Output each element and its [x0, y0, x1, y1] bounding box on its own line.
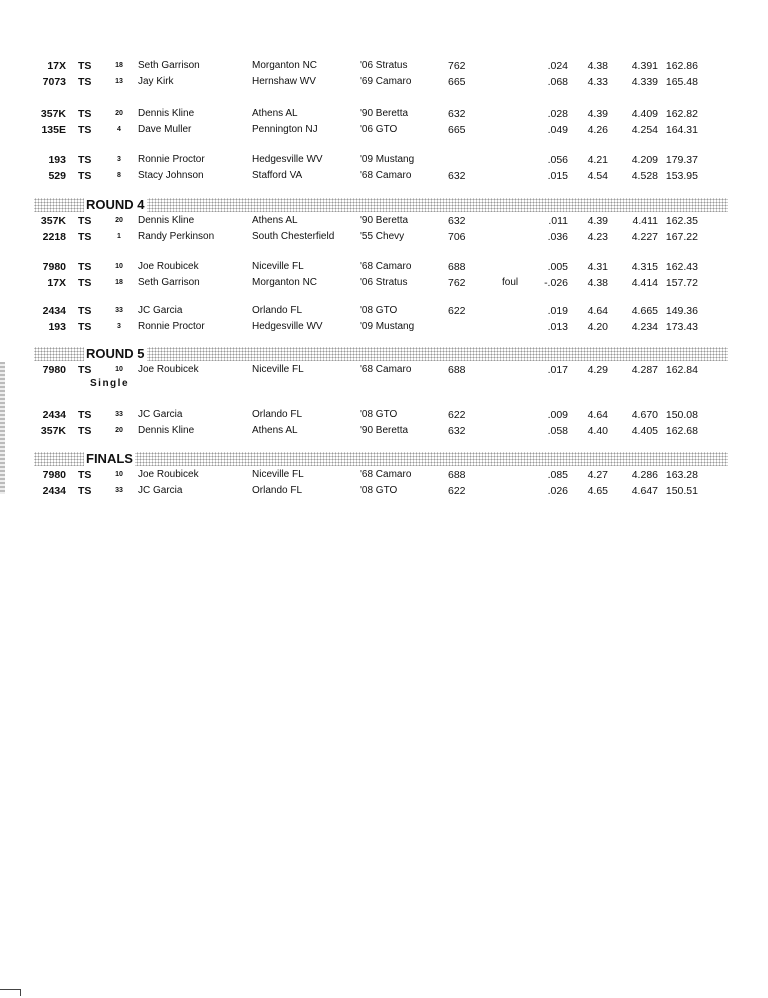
elapsed-time: 4.339 — [631, 76, 658, 88]
engine-size: 706 — [448, 231, 466, 243]
round-header-band — [34, 452, 728, 466]
reaction-time: .049 — [547, 124, 568, 136]
engine-size: 622 — [448, 305, 466, 317]
dial-in: 4.64 — [587, 305, 608, 317]
hometown: Hernshaw WV — [252, 76, 316, 87]
hometown: Athens AL — [252, 425, 298, 436]
driver-name: JC Garcia — [138, 409, 183, 420]
driver-name: Ronnie Proctor — [138, 321, 205, 332]
lane-number: 13 — [115, 78, 123, 85]
elapsed-time: 4.528 — [631, 170, 658, 182]
class-code: TS — [78, 261, 92, 273]
engine-size: 665 — [448, 124, 466, 136]
single-run-note: Single — [90, 378, 130, 389]
speed-mph: 150.08 — [665, 409, 698, 421]
reaction-time: .017 — [547, 364, 568, 376]
driver-name: Dennis Kline — [138, 425, 195, 436]
car-number: 7980 — [42, 364, 66, 376]
class-code: TS — [78, 277, 92, 289]
hometown: Orlando FL — [252, 485, 303, 496]
driver-name: Joe Roubicek — [138, 469, 199, 480]
car-model: '68 Camaro — [360, 261, 412, 272]
reaction-time: .011 — [548, 215, 568, 227]
class-code: TS — [78, 154, 92, 166]
car-model: '90 Beretta — [360, 425, 409, 436]
round-header-label: FINALS — [86, 451, 133, 466]
lane-number: 10 — [115, 471, 123, 478]
car-model: '08 GTO — [360, 409, 398, 420]
car-number: 7073 — [42, 76, 66, 88]
car-number: 529 — [48, 170, 66, 182]
result-row — [0, 168, 768, 184]
class-code: TS — [78, 364, 92, 376]
result-row — [0, 106, 768, 122]
result-row — [0, 229, 768, 245]
dial-in: 4.23 — [587, 231, 608, 243]
hometown: Orlando FL — [252, 305, 303, 316]
driver-name: Joe Roubicek — [138, 364, 199, 375]
speed-mph: 173.43 — [665, 321, 698, 333]
reaction-time: .013 — [547, 321, 568, 333]
class-code: TS — [78, 215, 92, 227]
car-number: 2434 — [42, 305, 66, 317]
speed-mph: 162.68 — [665, 425, 698, 437]
reaction-time: .068 — [547, 76, 568, 88]
elapsed-time: 4.414 — [631, 277, 658, 289]
result-row — [0, 319, 768, 335]
car-number: 17X — [47, 277, 66, 289]
engine-size: 762 — [448, 60, 466, 72]
elapsed-time: 4.287 — [631, 364, 658, 376]
elapsed-time: 4.647 — [631, 485, 658, 497]
elapsed-time: 4.315 — [631, 261, 658, 273]
speed-mph: 162.82 — [665, 108, 698, 120]
lane-number: 33 — [115, 487, 123, 494]
driver-name: JC Garcia — [138, 485, 183, 496]
class-code: TS — [78, 170, 92, 182]
reaction-time: .009 — [547, 409, 568, 421]
dial-in: 4.31 — [587, 261, 608, 273]
result-row — [0, 259, 768, 275]
dial-in: 4.65 — [587, 485, 608, 497]
car-model: '69 Camaro — [360, 76, 412, 87]
driver-name: Seth Garrison — [138, 277, 200, 288]
speed-mph: 157.72 — [665, 277, 698, 289]
dial-in: 4.39 — [587, 215, 608, 227]
dial-in: 4.27 — [587, 469, 608, 481]
driver-name: Dave Muller — [138, 124, 192, 135]
car-number: 7980 — [42, 469, 66, 481]
dial-in: 4.54 — [587, 170, 608, 182]
result-row — [0, 467, 768, 483]
scan-corner-mark — [0, 989, 21, 996]
reaction-time: .019 — [547, 305, 568, 317]
dial-in: 4.29 — [587, 364, 608, 376]
car-model: '06 Stratus — [360, 277, 408, 288]
round-header-band — [34, 347, 728, 361]
result-row — [0, 122, 768, 138]
class-code: TS — [78, 485, 92, 497]
class-code: TS — [78, 321, 92, 333]
hometown: Niceville FL — [252, 469, 304, 480]
class-code: TS — [78, 469, 92, 481]
reaction-time: .005 — [547, 261, 568, 273]
hometown: Niceville FL — [252, 261, 304, 272]
engine-size: 632 — [448, 215, 466, 227]
reaction-time: .015 — [547, 170, 568, 182]
hometown: South Chesterfield — [252, 231, 335, 242]
car-model: '06 GTO — [360, 124, 398, 135]
dial-in: 4.38 — [587, 60, 608, 72]
car-model: '09 Mustang — [360, 154, 415, 165]
hometown: Pennington NJ — [252, 124, 318, 135]
speed-mph: 162.35 — [665, 215, 698, 227]
dial-in: 4.21 — [587, 154, 608, 166]
result-row — [0, 58, 768, 74]
result-row — [0, 275, 768, 291]
elapsed-time: 4.411 — [632, 215, 658, 227]
class-code: TS — [78, 108, 92, 120]
result-row — [0, 483, 768, 499]
speed-mph: 162.84 — [665, 364, 698, 376]
driver-name: Randy Perkinson — [138, 231, 215, 242]
result-row — [0, 213, 768, 229]
car-number: 357K — [40, 108, 66, 120]
result-row — [0, 152, 768, 168]
car-number: 357K — [40, 215, 66, 227]
speed-mph: 149.36 — [665, 305, 698, 317]
car-model: '09 Mustang — [360, 321, 415, 332]
dial-in: 4.20 — [587, 321, 608, 333]
speed-mph: 162.86 — [665, 60, 698, 72]
speed-mph: 164.31 — [665, 124, 698, 136]
dial-in: 4.40 — [587, 425, 608, 437]
lane-number: 20 — [115, 217, 123, 224]
car-number: 2218 — [42, 231, 66, 243]
class-code: TS — [78, 425, 92, 437]
round-header-label: ROUND 4 — [86, 197, 145, 212]
reaction-time: -.026 — [544, 277, 568, 289]
car-number: 17X — [47, 60, 66, 72]
reaction-time: .028 — [547, 108, 568, 120]
lane-number: 10 — [115, 366, 123, 373]
elapsed-time: 4.227 — [631, 231, 658, 243]
elapsed-time: 4.209 — [631, 154, 658, 166]
lane-number: 4 — [117, 126, 121, 133]
car-model: '68 Camaro — [360, 469, 412, 480]
hometown: Morganton NC — [252, 60, 318, 71]
hometown: Hedgesville WV — [252, 154, 323, 165]
result-row — [0, 74, 768, 90]
driver-name: Jay Kirk — [138, 76, 174, 87]
speed-mph: 150.51 — [665, 485, 698, 497]
round-header-label: ROUND 5 — [86, 346, 145, 361]
elapsed-time: 4.405 — [631, 425, 658, 437]
hometown: Niceville FL — [252, 364, 304, 375]
lane-number: 18 — [115, 279, 123, 286]
elapsed-time: 4.286 — [631, 469, 658, 481]
engine-size: 665 — [448, 76, 466, 88]
hometown: Hedgesville WV — [252, 321, 323, 332]
elapsed-time: 4.254 — [631, 124, 658, 136]
class-code: TS — [78, 409, 92, 421]
dial-in: 4.38 — [587, 277, 608, 289]
driver-name: Joe Roubicek — [138, 261, 199, 272]
speed-mph: 179.37 — [665, 154, 698, 166]
reaction-time: .026 — [547, 485, 568, 497]
elapsed-time: 4.665 — [631, 305, 658, 317]
dial-in: 4.33 — [587, 76, 608, 88]
car-model: '68 Camaro — [360, 364, 412, 375]
class-code: TS — [78, 124, 92, 136]
speed-mph: 167.22 — [665, 231, 698, 243]
reaction-time: .085 — [547, 469, 568, 481]
hometown: Stafford VA — [252, 170, 303, 181]
car-model: '08 GTO — [360, 305, 398, 316]
dial-in: 4.64 — [587, 409, 608, 421]
car-model: '90 Beretta — [360, 108, 409, 119]
reaction-time: .036 — [547, 231, 568, 243]
engine-size: 688 — [448, 364, 466, 376]
reaction-time: .056 — [547, 154, 568, 166]
hometown: Morganton NC — [252, 277, 318, 288]
lane-number: 3 — [117, 323, 121, 330]
driver-name: Stacy Johnson — [138, 170, 204, 181]
lane-number: 8 — [117, 172, 121, 179]
lane-number: 10 — [115, 263, 123, 270]
car-model: '55 Chevy — [360, 231, 405, 242]
lane-number: 20 — [115, 427, 123, 434]
reaction-time: .058 — [547, 425, 568, 437]
driver-name: Dennis Kline — [138, 215, 195, 226]
car-model: '08 GTO — [360, 485, 398, 496]
scan-binding-strip — [0, 362, 5, 494]
car-number: 357K — [40, 425, 66, 437]
engine-size: 622 — [448, 485, 466, 497]
class-code: TS — [78, 60, 92, 72]
elapsed-time: 4.391 — [631, 60, 658, 72]
car-model: '90 Beretta — [360, 215, 409, 226]
dial-in: 4.39 — [587, 108, 608, 120]
round-header-band — [34, 198, 728, 212]
engine-size: 688 — [448, 469, 466, 481]
car-number: 2434 — [42, 485, 66, 497]
lane-number: 20 — [115, 110, 123, 117]
speed-mph: 153.95 — [665, 170, 698, 182]
speed-mph: 163.28 — [665, 469, 698, 481]
lane-number: 18 — [115, 62, 123, 69]
car-model: '06 Stratus — [360, 60, 408, 71]
engine-size: 632 — [448, 425, 466, 437]
lane-number: 3 — [117, 156, 121, 163]
class-code: TS — [78, 231, 92, 243]
driver-name: Dennis Kline — [138, 108, 195, 119]
result-row — [0, 303, 768, 319]
driver-name: Ronnie Proctor — [138, 154, 205, 165]
lane-number: 33 — [115, 411, 123, 418]
car-number: 2434 — [42, 409, 66, 421]
car-number: 135E — [41, 124, 66, 136]
hometown: Orlando FL — [252, 409, 303, 420]
car-number: 193 — [48, 154, 66, 166]
car-number: 193 — [48, 321, 66, 333]
hometown: Athens AL — [252, 215, 298, 226]
engine-size: 632 — [448, 108, 466, 120]
engine-size: 762 — [448, 277, 466, 289]
dial-in: 4.26 — [587, 124, 608, 136]
lane-number: 1 — [117, 233, 121, 240]
engine-size: 688 — [448, 261, 466, 273]
driver-name: Seth Garrison — [138, 60, 200, 71]
lane-number: 33 — [115, 307, 123, 314]
engine-size: 622 — [448, 409, 466, 421]
speed-mph: 162.43 — [665, 261, 698, 273]
driver-name: JC Garcia — [138, 305, 183, 316]
engine-size: 632 — [448, 170, 466, 182]
foul-mark: foul — [502, 277, 519, 288]
car-number: 7980 — [42, 261, 66, 273]
result-row — [0, 423, 768, 439]
elapsed-time: 4.234 — [631, 321, 658, 333]
speed-mph: 165.48 — [665, 76, 698, 88]
result-row — [0, 407, 768, 423]
class-code: TS — [78, 76, 92, 88]
elapsed-time: 4.670 — [631, 409, 658, 421]
result-row — [0, 362, 768, 378]
elapsed-time: 4.409 — [631, 108, 658, 120]
car-model: '68 Camaro — [360, 170, 412, 181]
hometown: Athens AL — [252, 108, 298, 119]
reaction-time: .024 — [547, 60, 568, 72]
class-code: TS — [78, 305, 92, 317]
